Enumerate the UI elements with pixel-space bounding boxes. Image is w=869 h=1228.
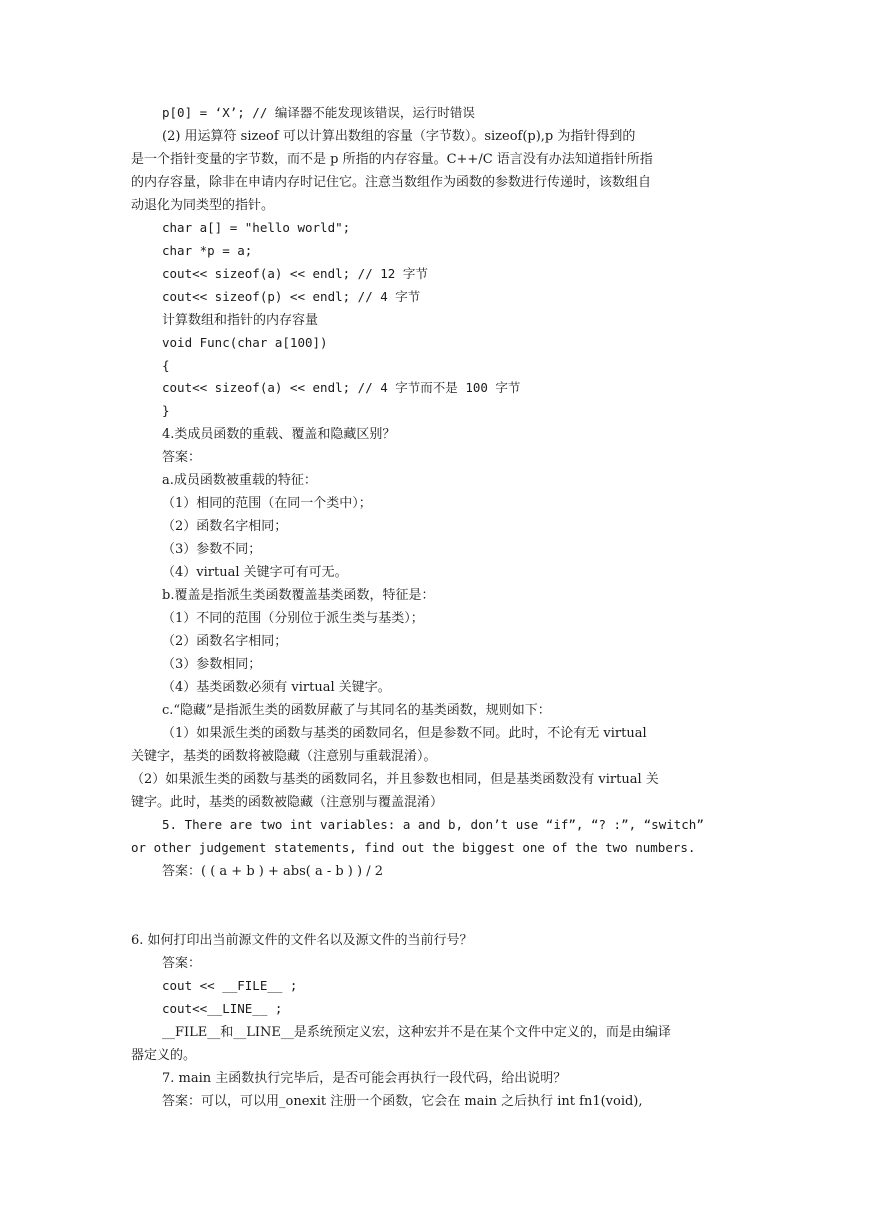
list-item: （2）函数名字相同； xyxy=(162,519,288,534)
list-item: （1）不同的范围（分别位于派生类与基类）； xyxy=(162,611,424,626)
paragraph-line: (2) 用运算符 sizeof 可以计算出数组的容量（字节数）。sizeof(p),p 为指针得到的 xyxy=(162,129,636,144)
question-heading: 6. 如何打印出当前源文件的文件名以及源文件的当前行号？ xyxy=(131,933,473,948)
list-item: （4）基类函数必须有 virtual 关键字。 xyxy=(162,680,391,695)
code-line: cout << __FILE__ ; xyxy=(162,978,298,993)
code-line: cout<< sizeof(a) << endl; // 4 字节而不是 100 字节 xyxy=(162,380,521,395)
paragraph-line: （2）如果派生类的函数与基类的函数同名，并且参数也相同，但是基类函数没有 virtual 关 xyxy=(131,772,659,787)
question-heading: 4.类成员函数的重载、覆盖和隐藏区别？ xyxy=(162,427,396,442)
list-item: a.成员函数被重载的特征： xyxy=(162,473,317,488)
code-line: cout<< sizeof(a) << endl; // 12 字节 xyxy=(162,266,428,281)
list-item: （4）virtual 关键字可有可无。 xyxy=(162,565,348,580)
code-line: cout<< sizeof(p) << endl; // 4 字节 xyxy=(162,289,421,304)
paragraph-line: 计算数组和指针的内存容量 xyxy=(162,313,319,328)
answer-label: 答案： xyxy=(162,450,202,465)
paragraph-line: 是一个指针变量的字节数，而不是 p 所指的内存容量。C++/C 语言没有办法知道指针所指 xyxy=(131,152,653,167)
paragraph-line: 的内存容量，除非在申请内存时记住它。注意当数组作为函数的参数进行传递时，该数组自 xyxy=(131,175,652,190)
paragraph-line: 键字。此时，基类的函数被隐藏（注意别与覆盖混淆） xyxy=(131,795,444,810)
paragraph-line: 关键字，基类的函数将被隐藏（注意别与重载混淆）。 xyxy=(131,749,437,764)
paragraph-line: 动退化为同类型的指针。 xyxy=(131,198,275,213)
list-item: （1）相同的范围（在同一个类中）； xyxy=(162,496,372,511)
answer-line: 答案：可以，可以用_onexit 注册一个函数，它会在 main 之后执行 int fn1(void), xyxy=(162,1094,643,1109)
code-line: void Func(char a[100]) xyxy=(162,335,328,350)
paragraph-line: __FILE__和__LINE__是系统预定义宏，这种宏并不是在某个文件中定义的，而是由编译 xyxy=(162,1025,671,1040)
code-line: { xyxy=(162,358,170,373)
code-line: cout<<__LINE__ ; xyxy=(162,1001,283,1016)
code-line: p[0] = ‘X’; // 编译器不能发现该错误，运行时错误 xyxy=(162,105,475,120)
list-item: b.覆盖是指派生类函数覆盖基类函数，特征是： xyxy=(162,588,435,603)
list-item: （2）函数名字相同； xyxy=(162,634,288,649)
code-line: char a[] = "hello world"; xyxy=(162,220,351,235)
question-heading: 5. There are two int variables: a and b, don’t use “if”, “? :”, “switch” xyxy=(162,817,704,832)
paragraph-line: 器定义的。 xyxy=(131,1048,197,1063)
answer-label: 答案： xyxy=(162,956,202,971)
list-item: （3）参数不同； xyxy=(162,542,262,557)
list-item: c.“隐藏”是指派生类的函数屏蔽了与其同名的基类函数，规则如下： xyxy=(162,703,551,718)
paragraph-line: （1）如果派生类的函数与基类的函数同名，但是参数不同。此时，不论有无 virtual xyxy=(162,726,647,741)
paragraph-line: or other judgement statements, find out the biggest one of the two numbers. xyxy=(131,840,696,855)
answer-line: 答案：( ( a + b ) + abs( a - b ) ) / 2 xyxy=(162,864,384,879)
question-heading: 7. main 主函数执行完毕后，是否可能会再执行一段代码，给出说明？ xyxy=(162,1071,567,1086)
code-line: char *p = a; xyxy=(162,243,253,258)
code-line: } xyxy=(162,403,170,418)
list-item: （3）参数相同； xyxy=(162,657,262,672)
